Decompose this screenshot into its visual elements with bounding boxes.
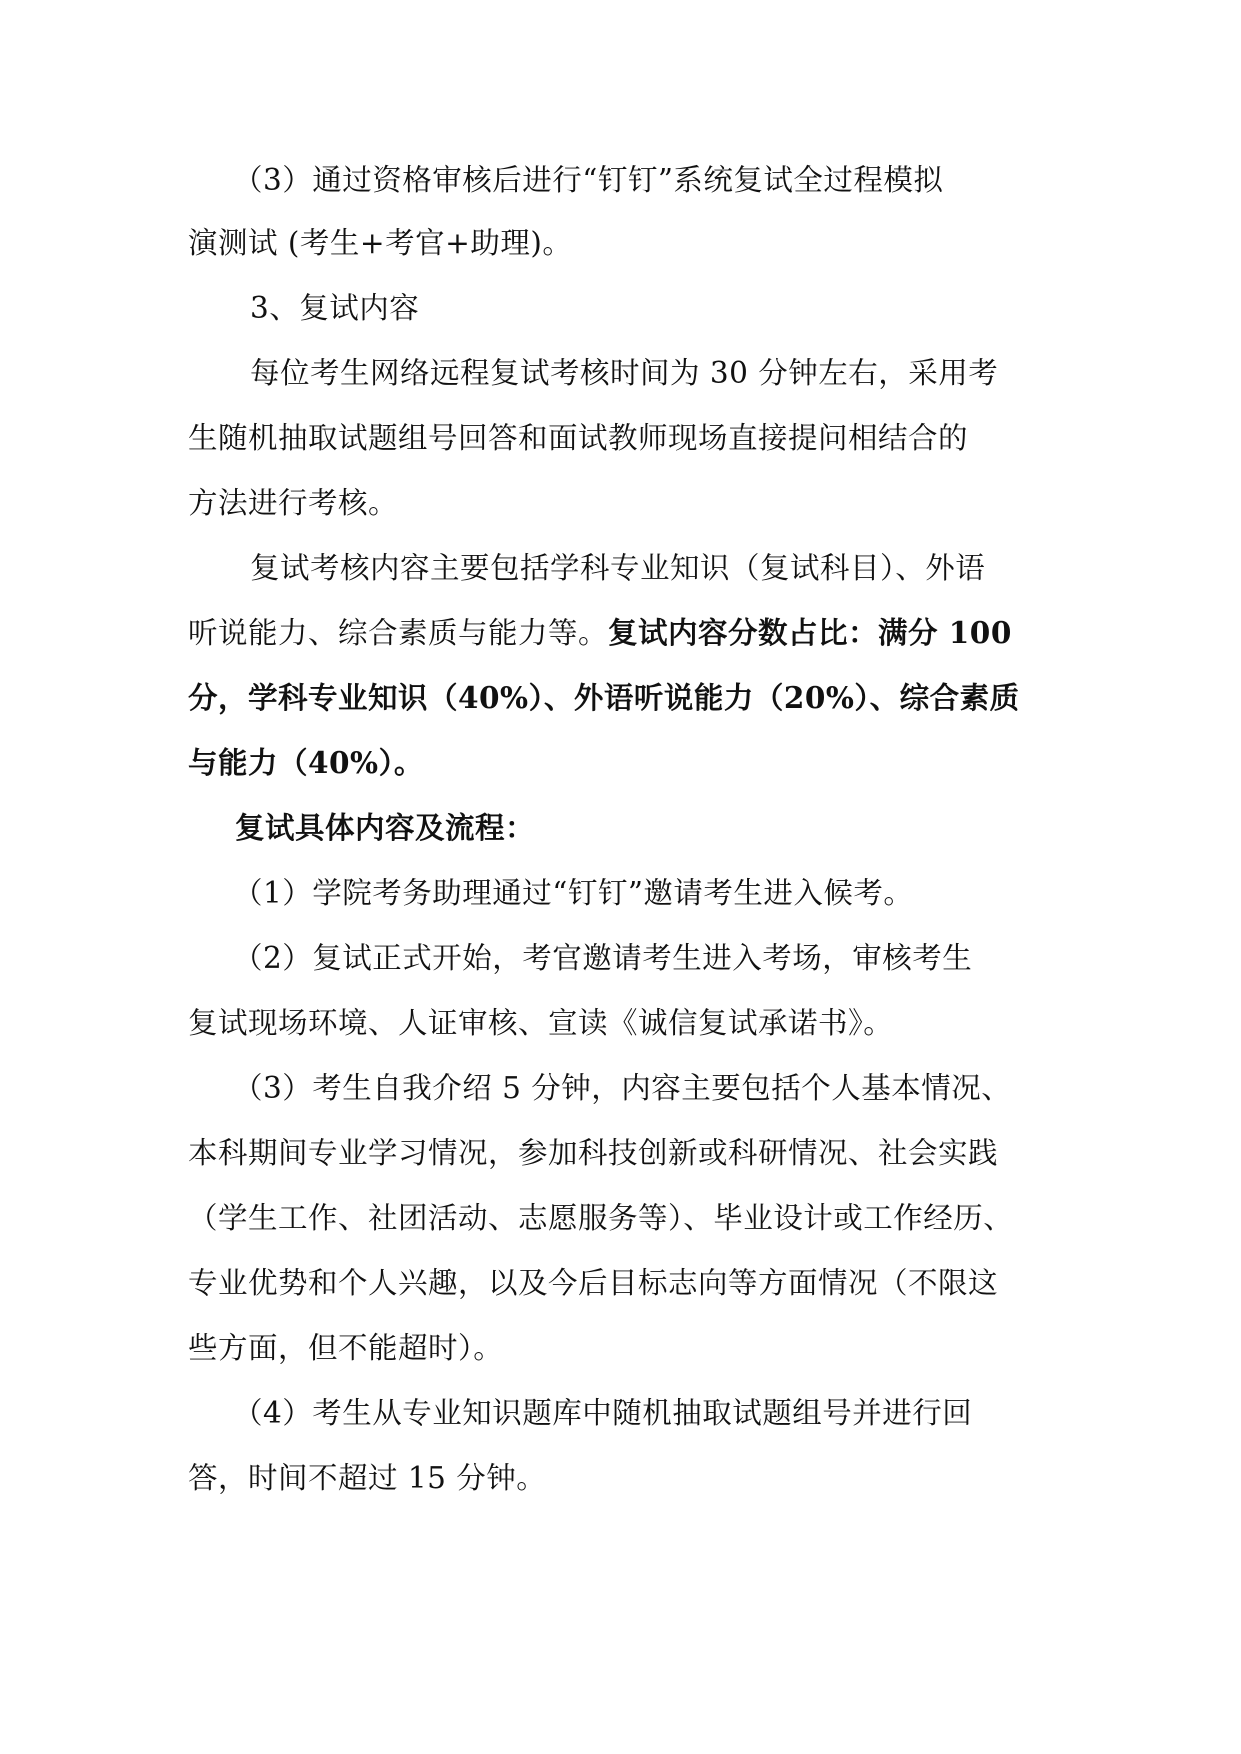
text-segment: （学生工作、社团活动、志愿服务等）、毕业设计或工作经历、 [188,1201,1014,1235]
text-segment: 专业优势和个人兴趣，以及今后目标志向等方面情况（不限这 [188,1266,999,1300]
text-segment: 本科期间专业学习情况，参加科技创新或科研情况、社会实践 [188,1136,999,1170]
bold-text-segment: 复试内容分数占比：满分 100 [608,615,1012,650]
text-segment: （1）学院考务助理通过“钉钉”邀请考生进入候考。 [233,876,914,910]
text-segment: 听说能力、综合素质与能力等。 [188,616,609,650]
text-segment: 3、复试内容 [250,291,420,325]
text-segment: 每位考生网络远程复试考核时间为 30 分钟左右，采用考 [250,356,999,390]
bold-text-segment: 复试具体内容及流程： [235,810,536,845]
text-segment: 复试现场环境、人证审核、宣读《诚信复试承诺书》。 [188,1006,894,1040]
line-1 [0,160,1241,200]
line-18 [0,1263,1241,1303]
line-19 [0,1328,1241,1368]
line-5 [0,418,1241,458]
line-15 [0,1068,1241,1108]
line-7 [0,548,1241,588]
bold-text-segment: 与能力（40%）。 [188,745,424,780]
line-16 [0,1133,1241,1173]
text-segment: 方法进行考核。 [188,486,399,520]
text-segment: （4）考生从专业知识题库中随机抽取试题组号并进行回 [233,1396,973,1430]
line-10 [0,743,1241,783]
text-segment: 些方面，但不能超时）。 [188,1331,504,1365]
line-9 [0,678,1241,718]
text-segment: 演测试 (考生+考官+助理)。 [188,226,573,260]
line-14 [0,1003,1241,1043]
line-4 [0,353,1241,393]
line-8 [0,613,1241,653]
text-segment: 复试考核内容主要包括学科专业知识（复试科目）、外语 [250,551,986,585]
text-segment: 答，时间不超过 15 分钟。 [188,1461,547,1495]
text-segment: （3）考生自我介绍 5 分钟，内容主要包括个人基本情况、 [233,1071,1012,1105]
subsection-heading [0,808,1241,848]
line-2 [0,223,1241,263]
text-segment: （3）通过资格审核后进行“钉钉”系统复试全过程模拟 [233,163,944,197]
line-17 [0,1198,1241,1238]
section-heading-3 [0,288,1241,328]
line-21 [0,1458,1241,1498]
bold-text-segment: 分，学科专业知识（40%）、外语听说能力（20%）、综合素质 [188,680,1020,715]
line-20 [0,1393,1241,1433]
line-6 [0,483,1241,523]
text-segment: （2）复试正式开始，考官邀请考生进入考场，审核考生 [233,941,973,975]
line-13 [0,938,1241,978]
text-segment: 生随机抽取试题组号回答和面试教师现场直接提问相结合的 [188,421,969,455]
line-12 [0,873,1241,913]
